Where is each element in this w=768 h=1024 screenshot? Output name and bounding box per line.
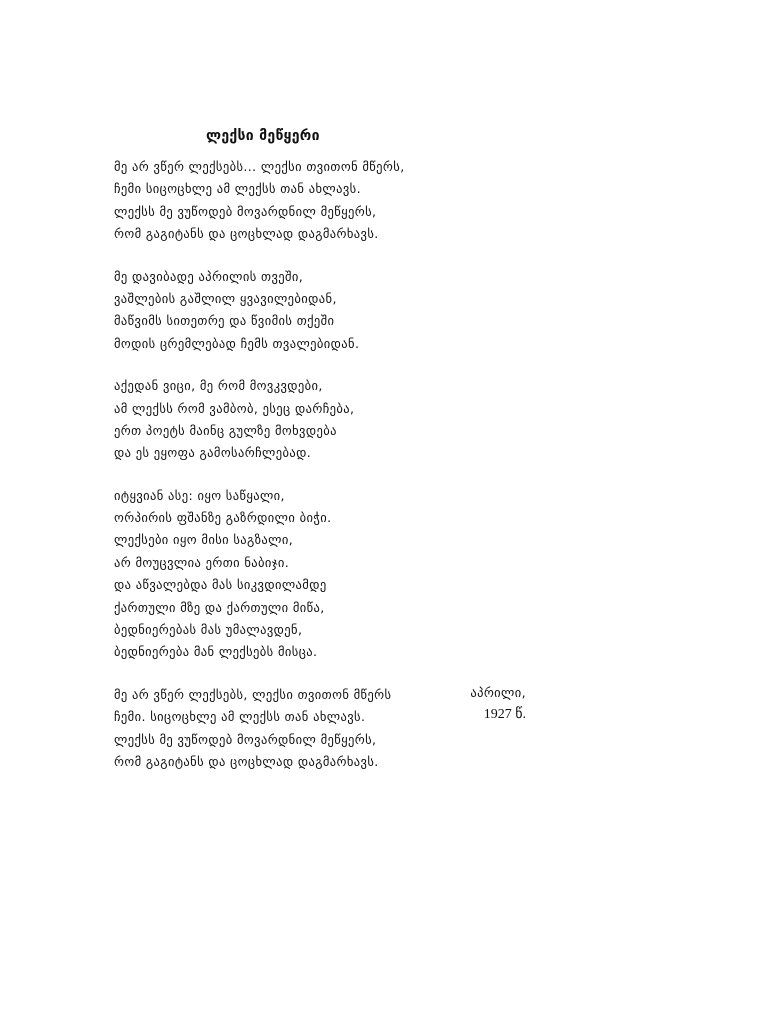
poem-line: ლექსს მე ვუწოდებ მოვარდნილ მეწყერს, (114, 731, 377, 747)
poem-line: იტყვიან ასე: იყო საწყალი, (114, 487, 285, 503)
stanza-3 (114, 375, 534, 465)
poem-line: მე არ ვწერ ლექსებს, ლექსი თვითონ მწერს (114, 686, 392, 702)
poem-line: ჩემი სიცოცხლე ამ ლექსს თან ახლავს. (114, 181, 361, 197)
poem-line: ერთ პოეტს მაინც გულზე მოხვდება (114, 422, 337, 438)
poem-title: ლექსი მეწყერი (206, 128, 320, 144)
poem-line: აქედან ვიცი, მე რომ მოვკვდები, (114, 378, 323, 394)
stanza-2 (114, 266, 534, 356)
stanza-1 (114, 156, 534, 246)
poem-line: და ეს ეყოფა გამოსარჩლებად. (114, 445, 312, 461)
stanza-4 (114, 485, 534, 664)
poem-line: მაწვიმს სითეთრე და წვიმის თქეში (114, 313, 335, 329)
poem-line: ვაშლების გაშლილ ყვავილებიდან, (114, 290, 337, 306)
poem-line: ლექსს მე ვუწოდებ მოვარდნილ მეწყერს, (114, 203, 377, 219)
poem-line: მე არ ვწერ ლექსებს... ლექსი თვითონ მწერს, (114, 159, 405, 174)
poem-line: ლექსები იყო მისი საგზალი, (114, 532, 294, 548)
poem-line: რომ გაგიტანს და ცოცხლად დაგმარხავს. (114, 753, 379, 769)
poem-line: ამ ლექსს რომ ვამბობ, ესეც დარჩება, (114, 400, 355, 416)
date-year: 1927 წ. (483, 707, 526, 722)
poem-line: ორპირის ფშანზე გაზრდილი ბიჭი. (114, 510, 332, 526)
poem-line: ბედნიერებას მას უმალავდენ, (114, 622, 303, 638)
poem-line: ბედნიერება მან ლექსებს მისცა. (114, 644, 318, 660)
poem-line: მე დავიბადე აპრილის თვეში, (114, 268, 304, 284)
poem-line: მოდის ცრემლებად ჩემს თვალებიდან. (114, 335, 360, 351)
poem-line: ჩემი. სიცოცხლე ამ ლექსს თან ახლავს. (114, 709, 366, 725)
poem-line: და აწვალებდა მას სიკვდილამდე (114, 577, 327, 593)
date-month: აპრილი, (470, 685, 526, 700)
poem-line: არ მოუცვლია ერთი ნაბიჯი. (114, 554, 290, 570)
date-signature (470, 682, 526, 726)
poem-line: რომ გაგიტანს და ცოცხლად დაგმარხავს. (114, 226, 379, 242)
poem-line: ქართული მზე და ქართული მიწა, (114, 599, 325, 615)
